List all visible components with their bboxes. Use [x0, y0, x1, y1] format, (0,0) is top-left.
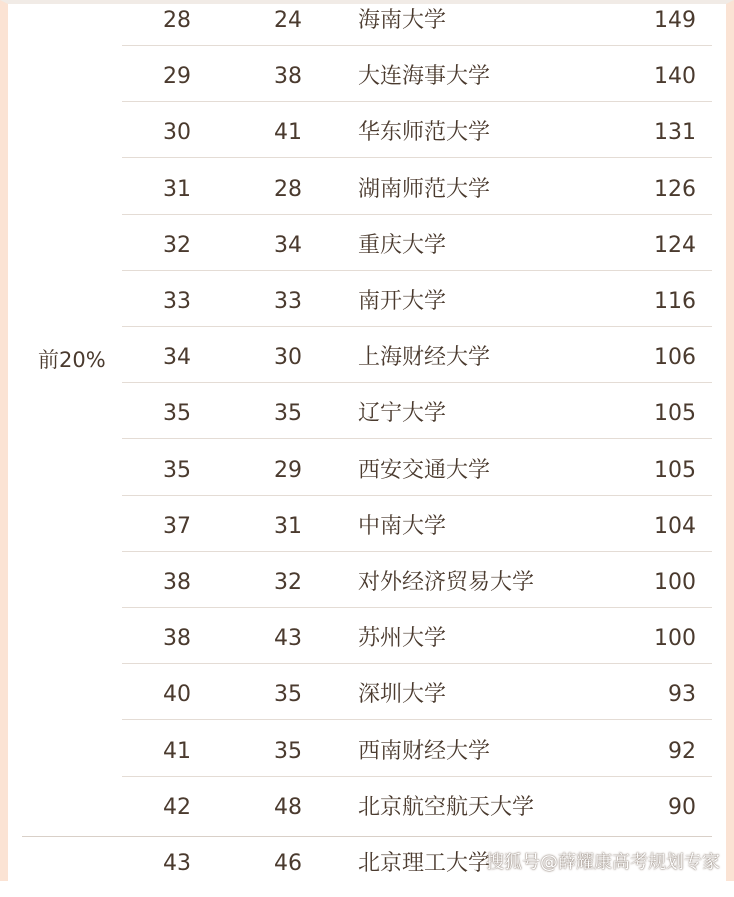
previous-rank-cell: 35: [274, 738, 302, 764]
university-name-cell: 湖南师范大学: [358, 176, 491, 202]
table-row: [0, 448, 734, 504]
table-row: [0, 672, 734, 728]
previous-rank-cell: 24: [274, 8, 302, 33]
score-cell: 100: [654, 570, 696, 595]
row-divider: [122, 214, 712, 215]
university-name-cell: 中南大学: [358, 513, 447, 539]
previous-rank-cell: 48: [274, 794, 302, 820]
watermark: 搜狐号@薛耀康高考规划专家: [486, 852, 720, 873]
previous-rank-cell: 30: [274, 345, 302, 371]
group-label: 前20%: [38, 348, 106, 372]
rank-cell: 38: [163, 626, 191, 652]
score-cell: 131: [654, 120, 696, 146]
row-divider: [122, 45, 712, 46]
row-divider: [122, 719, 712, 720]
university-name-cell: 南开大学: [358, 289, 447, 314]
university-name-cell: 海南大学: [358, 8, 447, 33]
score-cell: 106: [654, 345, 696, 371]
row-divider: [122, 270, 712, 271]
score-cell: 100: [654, 626, 696, 652]
row-divider: [122, 438, 712, 439]
table-row: [0, 0, 734, 54]
score-cell: 90: [668, 794, 696, 820]
table-row: [0, 167, 734, 223]
score-cell: 140: [654, 64, 696, 90]
university-name-cell: 深圳大学: [358, 682, 447, 708]
university-name-cell: 华东师范大学: [358, 120, 491, 146]
university-name-cell: 重庆大学: [358, 232, 447, 258]
row-divider: [122, 101, 712, 102]
university-name-cell: 苏州大学: [358, 626, 447, 652]
previous-rank-cell: 46: [274, 851, 302, 876]
previous-rank-cell: 35: [274, 401, 302, 427]
rank-cell: 38: [163, 570, 191, 595]
previous-rank-cell: 38: [274, 64, 302, 90]
previous-rank-cell: 35: [274, 682, 302, 708]
university-name-cell: 辽宁大学: [358, 401, 447, 427]
rank-cell: 37: [163, 513, 191, 539]
table-row: [0, 616, 734, 672]
table-row: [0, 223, 734, 279]
previous-rank-cell: 31: [274, 513, 302, 539]
rank-cell: 40: [163, 682, 191, 708]
rank-cell: 35: [163, 401, 191, 427]
row-divider: [122, 607, 712, 608]
table-row: [0, 785, 734, 841]
university-name-cell: 对外经济贸易大学: [358, 570, 535, 595]
table-row: [0, 279, 734, 335]
table-row: [0, 391, 734, 447]
previous-rank-cell: 29: [274, 457, 302, 483]
previous-rank-cell: 41: [274, 120, 302, 146]
score-cell: 104: [654, 513, 696, 539]
rank-cell: 35: [163, 457, 191, 483]
rank-cell: 33: [163, 289, 191, 314]
previous-rank-cell: 32: [274, 570, 302, 595]
rank-cell: 31: [163, 176, 191, 202]
table-row: [0, 504, 734, 560]
rank-cell: 28: [163, 8, 191, 33]
university-name-cell: 西南财经大学: [358, 738, 491, 764]
row-divider: [122, 157, 712, 158]
row-divider: [122, 663, 712, 664]
score-cell: 149: [654, 8, 696, 33]
score-cell: 105: [654, 457, 696, 483]
row-divider: [122, 551, 712, 552]
rank-cell: 32: [163, 232, 191, 258]
table-row: [0, 560, 734, 616]
rank-cell: 34: [163, 345, 191, 371]
university-name-cell: 大连海事大学: [358, 64, 491, 90]
previous-rank-cell: 34: [274, 232, 302, 258]
score-cell: 105: [654, 401, 696, 427]
previous-rank-cell: 33: [274, 289, 302, 314]
previous-rank-cell: 43: [274, 626, 302, 652]
score-cell: 116: [654, 289, 696, 314]
table-row: [0, 54, 734, 110]
table-row: [0, 729, 734, 785]
rank-cell: 30: [163, 120, 191, 146]
row-divider: [122, 495, 712, 496]
rank-cell: 41: [163, 738, 191, 764]
row-divider: [122, 326, 712, 327]
section-divider: [22, 836, 712, 837]
row-divider: [122, 382, 712, 383]
university-name-cell: 西安交通大学: [358, 457, 491, 483]
score-cell: 124: [654, 232, 696, 258]
rank-cell: 42: [163, 794, 191, 820]
table-row: [0, 110, 734, 166]
score-cell: 93: [668, 682, 696, 708]
previous-rank-cell: 28: [274, 176, 302, 202]
university-name-cell: 北京航空航天大学: [358, 794, 535, 820]
university-name-cell: 上海财经大学: [358, 345, 491, 371]
rank-cell: 29: [163, 64, 191, 90]
score-cell: 92: [668, 738, 696, 764]
row-divider: [122, 776, 712, 777]
university-name-cell: 北京理工大学: [358, 851, 491, 876]
score-cell: 126: [654, 176, 696, 202]
table-row: [0, 335, 734, 391]
rank-cell: 43: [163, 851, 191, 876]
